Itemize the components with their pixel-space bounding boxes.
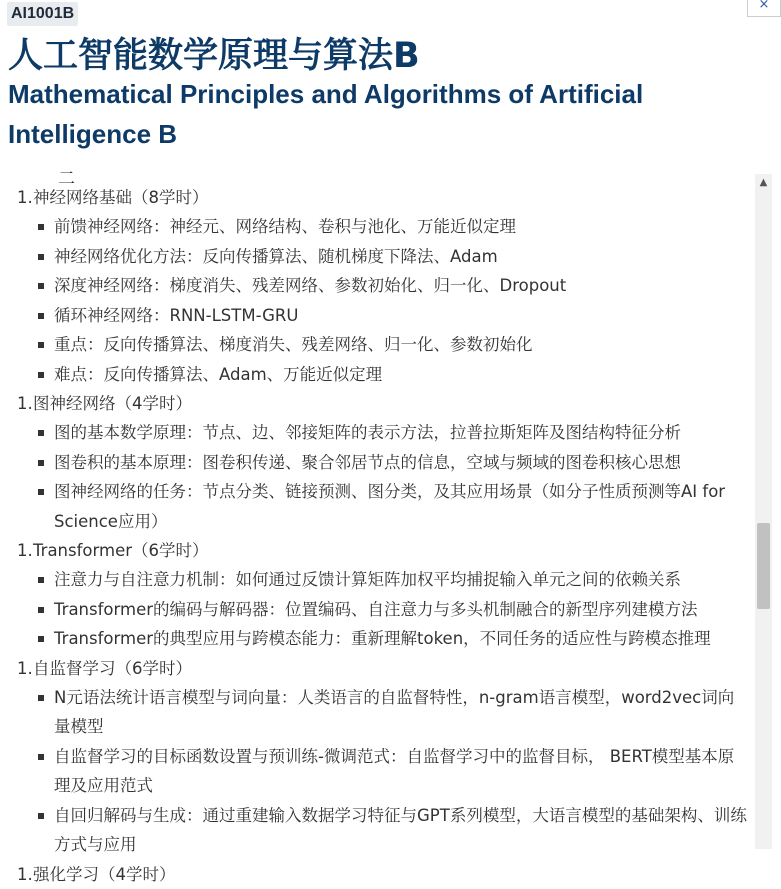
topic-list: [0, 683, 752, 860]
square-bullet-icon: [38, 460, 44, 466]
topic-text: 图神经网络的任务：节点分类、链接预测、图分类，及其应用场景（如分子性质预测等AI for Science应用）: [54, 482, 726, 531]
section-number: 1.: [17, 188, 33, 207]
syllabus-section: [0, 860, 752, 889]
topic-text: 图的基本数学原理：节点、边、邻接矩阵的表示方法，拉普拉斯矩阵及图结构特征分析: [54, 423, 681, 442]
section-title: [0, 860, 752, 889]
topic-list: [0, 212, 752, 389]
course-code-badge: AI1001B: [7, 2, 78, 26]
section-title: [0, 183, 752, 212]
syllabus-section: [0, 389, 752, 536]
syllabus-section: [0, 536, 752, 654]
topic-item: [0, 271, 752, 301]
syllabus-scroll-area[interactable]: [0, 169, 752, 884]
square-bullet-icon: [38, 489, 44, 495]
topic-text: 自回归解码与生成：通过重建输入数据学习特征与GPT系列模型，大语言模型的基础架构、训练方式与应用: [54, 805, 747, 854]
section-title-text: 强化学习（4学时）: [33, 864, 176, 884]
topic-item: [0, 242, 752, 272]
section-title-text: Transformer（6学时）: [33, 541, 209, 560]
vertical-scrollbar[interactable]: [755, 174, 772, 849]
square-bullet-icon: [38, 636, 44, 642]
section-title-text: 图神经网络（4学时）: [33, 394, 192, 413]
section-title: [0, 389, 752, 418]
syllabus-content: [0, 155, 752, 889]
topic-text: 循环神经网络：RNN-LSTM-GRU: [54, 305, 299, 325]
square-bullet-icon: [38, 283, 44, 289]
square-bullet-icon: [38, 754, 44, 760]
topic-item: [0, 742, 752, 801]
section-number: 1.: [17, 658, 33, 678]
section-title-text: 自监督学习（6学时）: [33, 658, 192, 678]
topic-list: [0, 418, 752, 536]
topic-text: 深度神经网络：梯度消失、残差网络、参数初始化、归一化、Dropout: [54, 276, 567, 295]
topic-item: [0, 301, 752, 331]
topic-text: 自监督学习的目标函数设置与预训练-微调范式：自监督学习中的监督目标， BERT模型基本原理及应用范式: [54, 746, 735, 795]
course-title-en: Mathematical Principles and Algorithms of Artificial Intelligence B: [8, 79, 644, 149]
topic-text: Transformer的编码与解码器：位置编码、自注意力与多头机制融合的新型序列建模方法: [54, 599, 698, 619]
square-bullet-icon: [38, 224, 44, 230]
clipped-text-fragment: 二: [58, 169, 75, 189]
square-bullet-icon: [38, 695, 44, 701]
syllabus-section: [0, 654, 752, 860]
scroll-thumb[interactable]: [757, 523, 770, 609]
square-bullet-icon: [38, 813, 44, 819]
close-button[interactable]: ×: [747, 0, 781, 17]
topic-text: N元语法统计语言模型与词向量：人类语言的自监督特性，n-gram语言模型，word2vec词向量模型: [54, 687, 735, 736]
topic-item: [0, 330, 752, 360]
square-bullet-icon: [38, 254, 44, 260]
topic-item: [0, 418, 752, 448]
section-title: [0, 536, 752, 565]
topic-item: [0, 565, 752, 595]
topic-item: [0, 595, 752, 625]
course-title-zh: 人工智能数学原理与算法B: [8, 36, 420, 76]
syllabus-section: [0, 183, 752, 389]
square-bullet-icon: [38, 372, 44, 378]
scroll-up-arrow-icon[interactable]: ▲: [759, 177, 768, 188]
topic-text: 注意力与自注意力机制：如何通过反馈计算矩阵加权平均捕捉输入单元之间的依赖关系: [54, 570, 681, 589]
topic-text: 图卷积的基本原理：图卷积传递、聚合邻居节点的信息，空域与频域的图卷积核心思想: [54, 452, 681, 472]
topic-item: [0, 801, 752, 860]
topic-text: 重点：反向传播算法、梯度消失、残差网络、归一化、参数初始化: [54, 335, 533, 354]
topic-item: [0, 360, 752, 390]
topic-text: 前馈神经网络：神经元、网络结构、卷积与池化、万能近似定理: [54, 217, 516, 236]
section-title-text: 神经网络基础（8学时）: [33, 188, 209, 207]
topic-item: [0, 477, 752, 536]
topic-text: Transformer的典型应用与跨模态能力：重新理解token，不同任务的适应性与跨模态推理: [54, 629, 711, 648]
topic-item: [0, 624, 752, 654]
topic-item: [0, 448, 752, 478]
section-title: [0, 654, 752, 683]
square-bullet-icon: [38, 577, 44, 583]
section-number: 1.: [17, 394, 33, 413]
topic-text: 难点：反向传播算法、Adam、万能近似定理: [54, 364, 383, 384]
square-bullet-icon: [38, 430, 44, 436]
clipped-previous-line: [0, 155, 752, 189]
square-bullet-icon: [38, 313, 44, 319]
topic-item: [0, 212, 752, 242]
square-bullet-icon: [38, 607, 44, 613]
section-number: 1.: [17, 864, 33, 884]
topic-item: [0, 683, 752, 742]
topic-text: 神经网络优化方法：反向传播算法、随机梯度下降法、Adam: [54, 246, 498, 266]
topic-list: [0, 565, 752, 654]
square-bullet-icon: [38, 342, 44, 348]
section-number: 1.: [17, 541, 33, 560]
